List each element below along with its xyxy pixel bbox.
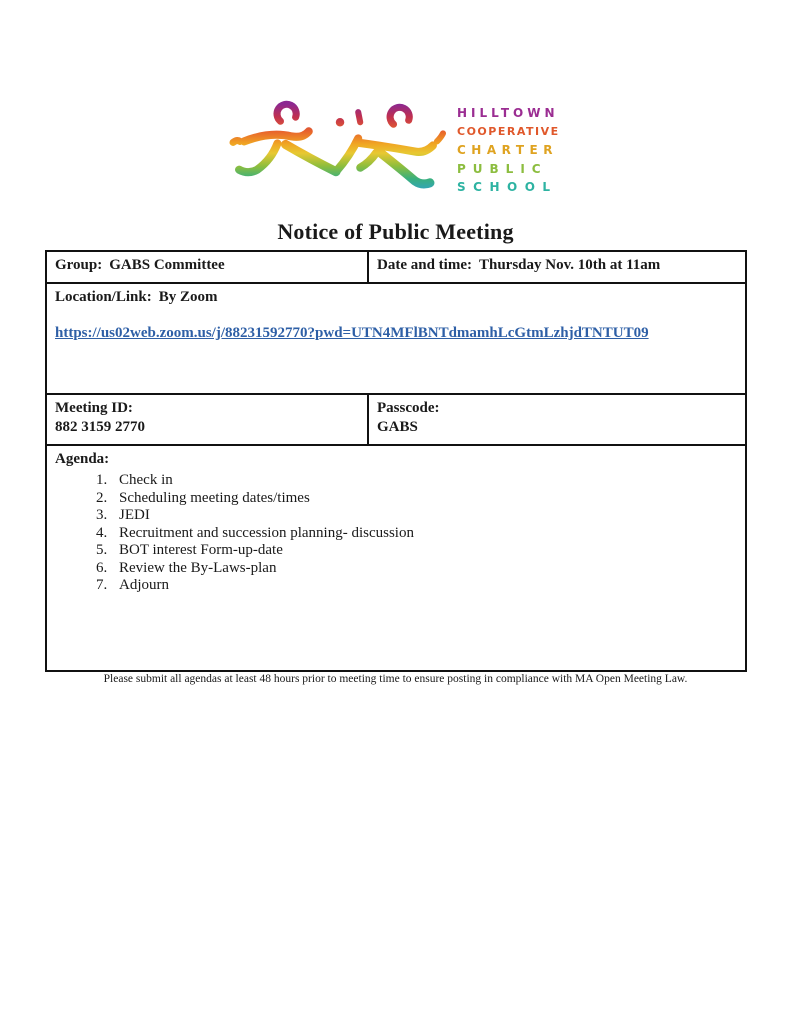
agenda-item: 7. Adjourn <box>111 577 737 595</box>
agenda-label: Agenda: <box>55 451 110 467</box>
location-cell <box>46 283 746 394</box>
agenda-item: 6. Review the By-Laws-plan <box>111 560 737 578</box>
school-logo <box>226 96 560 207</box>
agenda-list <box>55 472 737 595</box>
agenda-item: 3. JEDI <box>111 507 737 525</box>
datetime-cell <box>368 251 746 283</box>
group-value: GABS Committee <box>109 257 225 273</box>
location-value: By Zoom <box>158 289 218 305</box>
passcode-label: Passcode: <box>377 400 440 416</box>
school-name-line: PUBLIC <box>457 161 548 176</box>
school-name <box>457 104 560 197</box>
notice-table <box>45 250 747 672</box>
location-label: Location/Link: <box>55 289 152 305</box>
logo-figures-icon <box>226 96 448 207</box>
table-row-ids <box>46 394 746 445</box>
meeting-id-label: Meeting ID: <box>55 400 133 416</box>
agenda-item: 5. BOT interest Form-up-date <box>111 542 737 560</box>
passcode-cell <box>368 394 746 445</box>
agenda-cell <box>46 445 746 671</box>
group-label: Group: <box>55 257 103 273</box>
agenda-item: 4. Recruitment and succession planning- discussion <box>111 525 737 543</box>
compliance-footer: Please submit all agendas at least 48 hours prior to meeting time to ensure posting in compliance with MA Open Meeting Law. <box>103 673 688 685</box>
school-name-line: CHARTER <box>457 143 558 157</box>
school-name-line: HILLTOWN <box>457 106 559 120</box>
meeting-id-cell <box>46 394 368 445</box>
agenda-item: 1. Check in <box>111 472 737 490</box>
table-row-agenda <box>46 445 746 671</box>
datetime-label: Date and time: <box>377 257 472 273</box>
table-row-group-date <box>46 251 746 283</box>
meeting-id-value: 882 3159 2770 <box>55 419 145 435</box>
agenda-item: 2. Scheduling meeting dates/times <box>111 490 737 508</box>
zoom-meeting-link[interactable]: https://us02web.zoom.us/j/88231592770?pwd=UTN4MFlBNTdmamhLcGtmLzhjdTNTUT09 <box>55 325 649 341</box>
passcode-value: GABS <box>377 419 418 435</box>
datetime-value: Thursday Nov. 10th at 11am <box>478 257 661 273</box>
school-name-line: COOPERATIVE <box>457 124 560 138</box>
page-title: Notice of Public Meeting <box>277 219 514 244</box>
group-cell <box>46 251 368 283</box>
school-name-line: SCHOOL <box>457 180 558 194</box>
table-row-location <box>46 283 746 394</box>
